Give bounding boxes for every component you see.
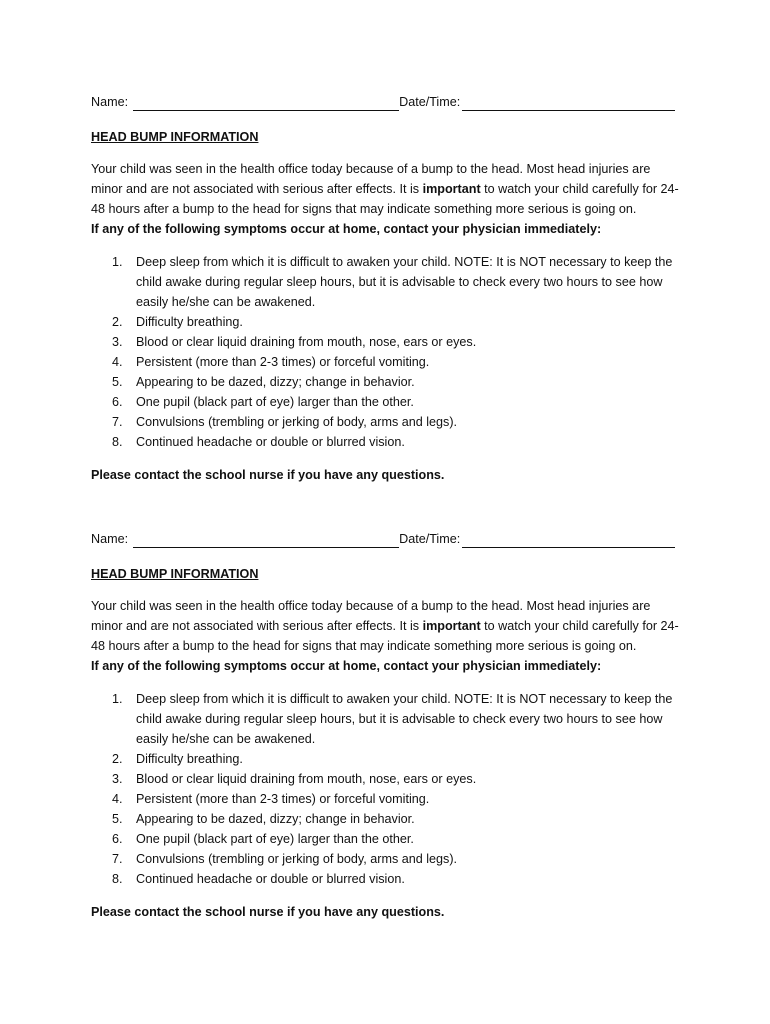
list-item [91,252,681,312]
intro-paragraph [91,159,681,239]
item-number: 6. [112,832,123,846]
list-item [91,312,681,332]
item-text: One pupil (black part of eye) larger than the other. [136,395,414,409]
name-blank-line[interactable] [133,95,399,111]
name-blank-line[interactable] [133,532,399,548]
form-heading: HEAD BUMP INFORMATION [91,567,259,581]
item-text: Persistent (more than 2-3 times) or forceful vomiting. [136,792,430,806]
intro-emphasis: important [422,619,481,633]
list-item [91,789,681,809]
datetime-label: Date/Time: [399,95,461,109]
name-label: Name: [91,95,129,109]
item-number: 7. [112,852,123,866]
list-item [91,869,681,889]
item-number: 5. [112,812,123,826]
item-text: Convulsions (trembling or jerking of body, arms and legs). [136,415,458,429]
intro-text-1: Your child was seen in the health office today because of a bump to the head. Most head injuries are minor and are not associated with serious after effects. It is [91,599,651,633]
item-text: Appearing to be dazed, dizzy; change in behavior. [136,812,415,826]
list-item [91,689,681,749]
list-item [91,332,681,352]
item-text: One pupil (black part of eye) larger than the other. [136,832,414,846]
item-number: 4. [112,355,123,369]
item-text: Persistent (more than 2-3 times) or forceful vomiting. [136,355,430,369]
intro-text-2: to watch your child carefully for 24-48 hours after a bump to the head for signs that may indicate something more serious is going on. [91,182,679,216]
item-number: 3. [112,772,123,786]
item-text: Blood or clear liquid draining from mouth, nose, ears or eyes. [136,335,477,349]
datetime-blank-line[interactable] [462,95,675,111]
list-item [91,412,681,432]
form-heading: HEAD BUMP INFORMATION [91,130,259,144]
item-number: 1. [112,692,123,706]
item-text: Deep sleep from which it is difficult to awaken your child. NOTE: It is NOT necessary to keep the child awake during regular sleep hours, but it is advisable to check every two hours to see how easily he/she can be awakened. [136,255,673,309]
item-text: Deep sleep from which it is difficult to awaken your child. NOTE: It is NOT necessary to keep the child awake during regular sleep hours, but it is advisable to check every two hours to see how easily he/she can be awakened. [136,692,673,746]
item-text: Appearing to be dazed, dizzy; change in behavior. [136,375,415,389]
list-item [91,432,681,452]
intro-emphasis: important [422,182,481,196]
intro-text-2: to watch your child carefully for 24-48 hours after a bump to the head for signs that may indicate something more serious is going on. [91,619,679,653]
intro-text-1: Your child was seen in the health office today because of a bump to the head. Most head injuries are minor and are not associated with serious after effects. It is [91,162,651,196]
list-item [91,749,681,769]
list-item [91,769,681,789]
item-text: Continued headache or double or blurred vision. [136,872,405,886]
symptom-list [91,252,681,452]
intro-paragraph [91,596,681,676]
item-text: Continued headache or double or blurred vision. [136,435,405,449]
item-text: Difficulty breathing. [136,752,243,766]
list-item [91,372,681,392]
list-item [91,392,681,412]
item-text: Blood or clear liquid draining from mouth, nose, ears or eyes. [136,772,477,786]
list-item [91,829,681,849]
datetime-label: Date/Time: [399,532,461,546]
item-number: 5. [112,375,123,389]
head-bump-form-2 [91,530,681,922]
item-number: 8. [112,872,123,886]
instruction-text: If any of the following symptoms occur at home, contact your physician immediately: [91,222,602,236]
list-item [91,849,681,869]
name-label: Name: [91,532,129,546]
item-number: 7. [112,415,123,429]
list-item [91,809,681,829]
head-bump-form-1 [91,93,681,485]
name-date-row [91,530,681,550]
item-text: Difficulty breathing. [136,315,243,329]
datetime-blank-line[interactable] [462,532,675,548]
item-number: 6. [112,395,123,409]
name-date-row [91,93,681,113]
item-number: 8. [112,435,123,449]
item-number: 4. [112,792,123,806]
symptom-list [91,689,681,889]
list-item [91,352,681,372]
closing-note: Please contact the school nurse if you have any questions. [91,468,445,482]
item-number: 2. [112,752,123,766]
instruction-text: If any of the following symptoms occur at home, contact your physician immediately: [91,659,602,673]
item-text: Convulsions (trembling or jerking of body, arms and legs). [136,852,458,866]
item-number: 1. [112,255,123,269]
item-number: 2. [112,315,123,329]
item-number: 3. [112,335,123,349]
closing-note: Please contact the school nurse if you have any questions. [91,905,445,919]
